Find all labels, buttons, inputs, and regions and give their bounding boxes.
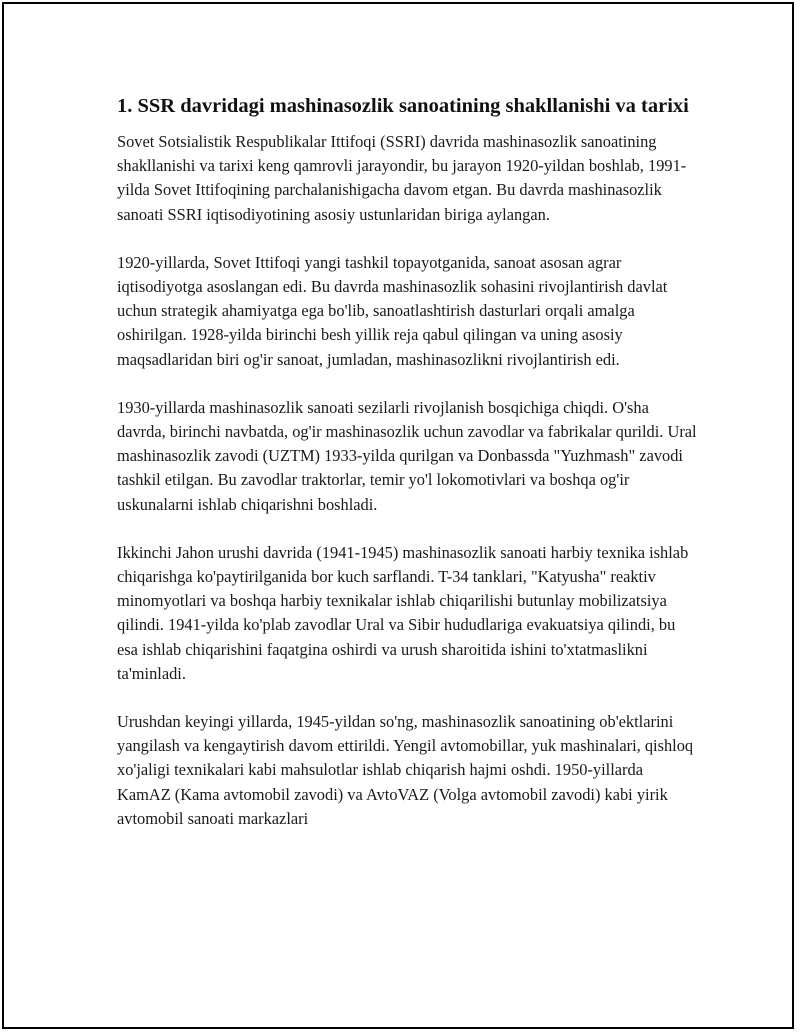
paragraph-intro: Sovet Sotsialistik Respublikalar Ittifoqi (SSRI) davrida mashinasozlik sanoatining shakllanishi va tarixi keng qamrovli jarayondir, bu jarayon 1920-yildan boshlab, 1991-yilda Sovet Ittifoqining parchalanishigacha davom etgan. Bu davrda mashinasozlik sanoati SSRI iqtisodiyotining asosiy ustunlaridan biriga aylangan. <box>117 132 687 224</box>
section-heading: 1. SSR davridagi mashinasozlik sanoatining shakllanishi va tarixi <box>117 95 689 117</box>
paragraph-1930s: 1930-yillarda mashinasozlik sanoati sezilarli rivojlanish bosqichiga chiqdi. O'sha davrda, birinchi navbatda, og'ir mashinasozlik uchun zavodlar va fabrikalar qurildi. Ural mashinasozlik zavodi (UZTM) 1933-yilda qurilgan va Donbassda "Yuzhmash" zavodi tashkil etilgan. Bu zavodlar traktorlar, temir yo'l lokomotivlari va boshqa og'ir uskunalarni ishlab chiqarishni boshladi. <box>117 397 697 514</box>
document-body <box>117 93 697 855</box>
paragraph-ww2: Ikkinchi Jahon urushi davrida (1941-1945) mashinasozlik sanoati harbiy texnika ishlab chiqarishga ko'paytirilganida bor kuch sarflandi. T-34 tanklari, "Katyusha" reaktiv minomyotlari va boshqa harbiy texnikalar ishlab chiqarilishi butunlay mobilizatsiya qilindi. 1941-yilda ko'plab zavodlar Ural va Sibir hududlariga evakuatsiya qilindi, bu esa ishlab chiqarishini faqatgina oshirdi va urush sharoitida ishini to'xtatmaslikni ta'minladi. <box>117 542 689 683</box>
paragraph-postwar: Urushdan keyingi yillarda, 1945-yildan so'ng, mashinasozlik sanoatining ob'ektlarini yangilash va kengaytirish davom ettirildi. Yengil avtomobillar, yuk mashinalari, qishloq xo'jaligi texnikalari kabi mahsulotlar ishlab chiqarish hajmi oshdi. 1950-yillarda KamAZ (Kama avtomobil zavodi) va AvtoVAZ (Volga avtomobil zavodi) kabi yirik avtomobil sanoati markazlari <box>117 712 694 828</box>
paragraph-1920s: 1920-yillarda, Sovet Ittifoqi yangi tashkil topayotganida, sanoat asosan agrar iqtisodiyotga asoslangan edi. Bu davrda mashinasozlik sohasini rivojlantirish davlat uchun strategik ahamiyatga ega bo'lib, sanoatlashtirish dasturlari orqali amalga oshirilgan. 1928-yilda birinchi besh yillik reja qabul qilingan va uning asosiy maqsadlaridan biri og'ir sanoat, jumladan, mashinasozlikni rivojlantirish edi. <box>117 252 668 369</box>
